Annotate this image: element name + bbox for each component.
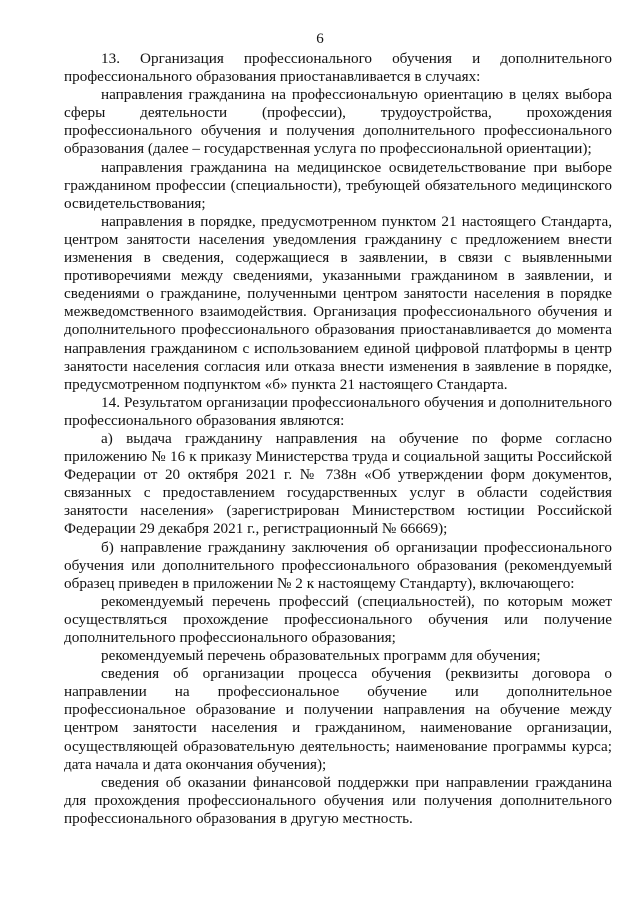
paragraph-14-a: а) выдача гражданину направления на обучение по форме согласно приложению № 16 к приказу Министерства труда и социальной защиты Российской Федерации от 20 октября 2021 г. № 738н «Об утверждении форм документов, связанных с предоставлением государственных услуг в области содействия занятости населения» (зарегистрирован Министерством юстиции Российской Федерации 29 декабря 2021 г., регистрационный № 66669);: [64, 429, 612, 538]
paragraph-14-b: б) направление гражданину заключения об организации профессионального обучения или дополнительного профессионального образования (рекомендуемый образец приведен в приложении № 2 к настоящему Стандарту), включающего:: [64, 538, 612, 592]
paragraph-career-guidance: направления гражданина на профессиональную ориентацию в целях выбора сферы деятельности (профессии), трудоустройства, прохождения профессионального обучения и получения дополнительного профессионального образования (далее – государственная услуга по профессиональной ориентации);: [64, 86, 612, 158]
page-number: 6: [316, 31, 324, 47]
paragraph-14-intro: 14. Результатом организации профессионального обучения и дополнительного профессионального образования являются:: [64, 393, 612, 429]
paragraph-training-process: сведения об организации процесса обучения (реквизиты договора о направлении на профессиональное обучение или дополнительное профессиональное образование и получении направления на обучение между центром занятости населения и гражданином, наименование организации, осуществляющей образовательную деятельность; наименование программы курса; дата начала и дата окончания обучения);: [64, 665, 612, 773]
paragraph-medical-exam: направления гражданина на медицинское освидетельствование при выборе гражданином профессии (специальности), требующей обязательного медицинского освидетельствования;: [64, 158, 612, 212]
paragraph-financial-support: сведения об оказании финансовой поддержки при направлении гражданина для прохождения профессионального обучения или получения дополнительного профессионального образования в другую местность.: [64, 773, 612, 827]
paragraph-13-intro: 13. Организация профессионального обучения и дополнительного профессионального образования приостанавливается в случаях:: [64, 50, 612, 86]
paragraph-programs-list: рекомендуемый перечень образовательных программ для обучения;: [101, 647, 541, 665]
paragraph-professions-list: рекомендуемый перечень профессий (специальностей), по которым может осуществляться прохождение профессионального обучения или получение дополнительного профессионального образования;: [64, 592, 612, 646]
document-body: [64, 50, 612, 828]
paragraph-notification-changes: направления в порядке, предусмотренном пунктом 21 настоящего Стандарта, центром занятости населения уведомления гражданину с предложением внести изменения в сведения, содержащиеся в заявлении, в связи с выявленными противоречиями между сведениями, указанными гражданином в заявлении, и сведениями о гражданине, полученными центром занятости населения в порядке межведомственного взаимодействия. Организация профессионального обучения и дополнительного профессионального образования приостанавливается до момента направления гражданином с использованием единой цифровой платформы в центр занятости населения согласия или отказа внести изменения в заявление в порядке, предусмотренном подпунктом «б» пункта 21 настоящего Стандарта.: [64, 212, 612, 393]
